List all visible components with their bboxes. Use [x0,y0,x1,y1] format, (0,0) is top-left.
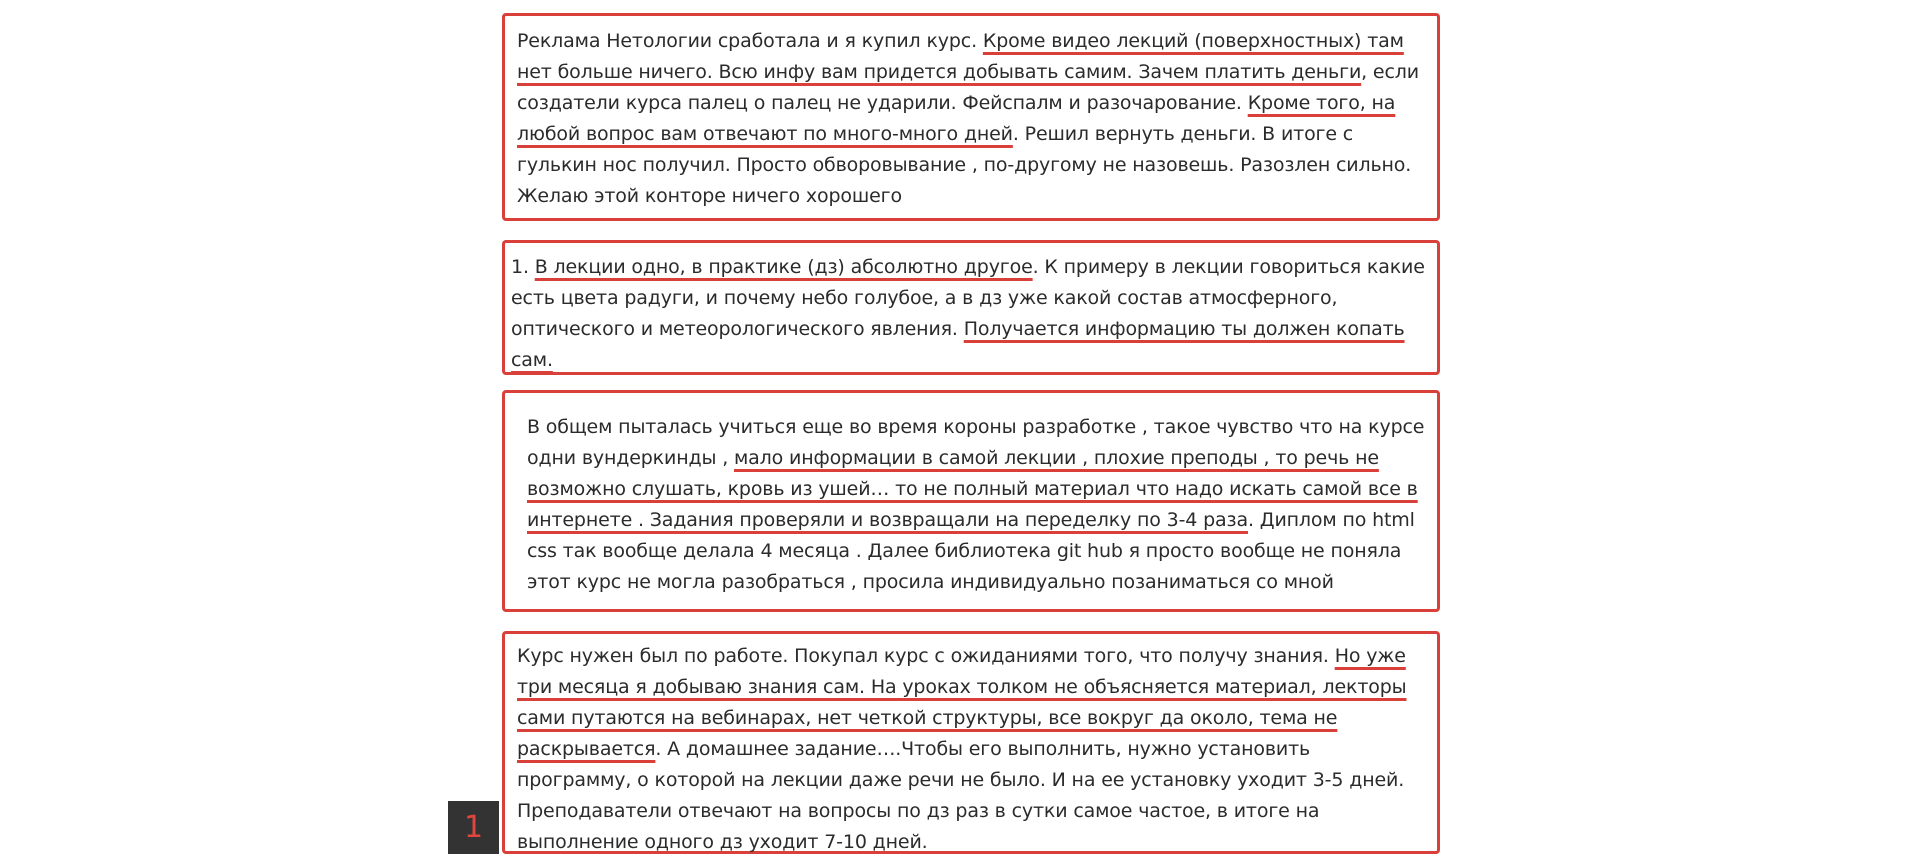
review-text-segment: . Диплом по html css так вообще делала 4 месяца . Далее библиотека git hub я просто вообще не поняла этот курс не могла разобраться , просила индивидуально позаниматься со мной [527,509,1415,593]
highlighted-complaint: мало информации в самой лекции , плохие преподы , то речь не возможно слушать, кровь из ушей… то не полный материал что надо искать самой все в интернете . Задания проверяли и возвращали на переделку по 3-4 раза [527,447,1418,531]
review-text-segment: . К примеру в лекции говориться какие есть цвета радуги, и почему небо голубое, а в дз уже какой состав атмосферного, оптического и метеорологического явления. [511,256,1425,340]
highlighted-complaint: Кроме того, на любой вопрос вам отвечают по много-много дней [517,92,1396,145]
review-text-segment: , если создатели курса палец о палец не ударили. Фейспалм и разочарование. [517,61,1419,114]
review-text [527,412,1427,598]
highlighted-complaint: Но уже три месяца я добываю знания сам. На уроках толком не объясняется материал, лекторы сами путаются на вебинарах, нет четкой структуры, все вокруг да около, тема не раскрывается [517,645,1407,760]
review-text [517,26,1427,212]
review-text-segment: Курс нужен был по работе. Покупал курс с ожиданиями того, что получу знания. [517,645,1335,667]
page-number-badge: 1 [448,801,499,854]
highlighted-complaint: Получается информацию ты должен копать сам. [511,318,1405,371]
review-card-3 [502,390,1440,612]
review-text [511,252,1427,376]
review-text-segment: 1. [511,256,535,278]
review-card-2 [502,240,1440,375]
review-card-4 [502,631,1440,854]
review-text-segment: . А домашнее задание….Чтобы его выполнить, нужно установить программу, о которой на лекции даже речи не было. И на ее установку уходит 3-5 дней. Преподаватели отвечают на вопросы по дз раз в сутки самое частое, в итоге на выполнение одного дз уходит 7-10 дней. [517,738,1405,853]
highlighted-complaint: Кроме видео лекций (поверхностных) там нет больше ничего. Всю инфу вам придется добывать самим. Зачем платить деньги [517,30,1404,83]
review-text-segment: Реклама Нетологии сработала и я купил курс. [517,30,983,52]
review-text-segment: В общем пыталась учиться еще во время короны разработке , такое чувство что на курсе одни вундеркинды , [527,416,1425,469]
review-text-segment: . Решил вернуть деньги. В итоге с гулькин нос получил. Просто обворовывание , по-другому не назовешь. Разозлен сильно. Желаю этой конторе ничего хорошего [517,123,1412,207]
review-text [517,641,1427,858]
review-card-1 [502,13,1440,221]
highlighted-complaint: В лекции одно, в практике (дз) абсолютно другое [534,256,1033,278]
